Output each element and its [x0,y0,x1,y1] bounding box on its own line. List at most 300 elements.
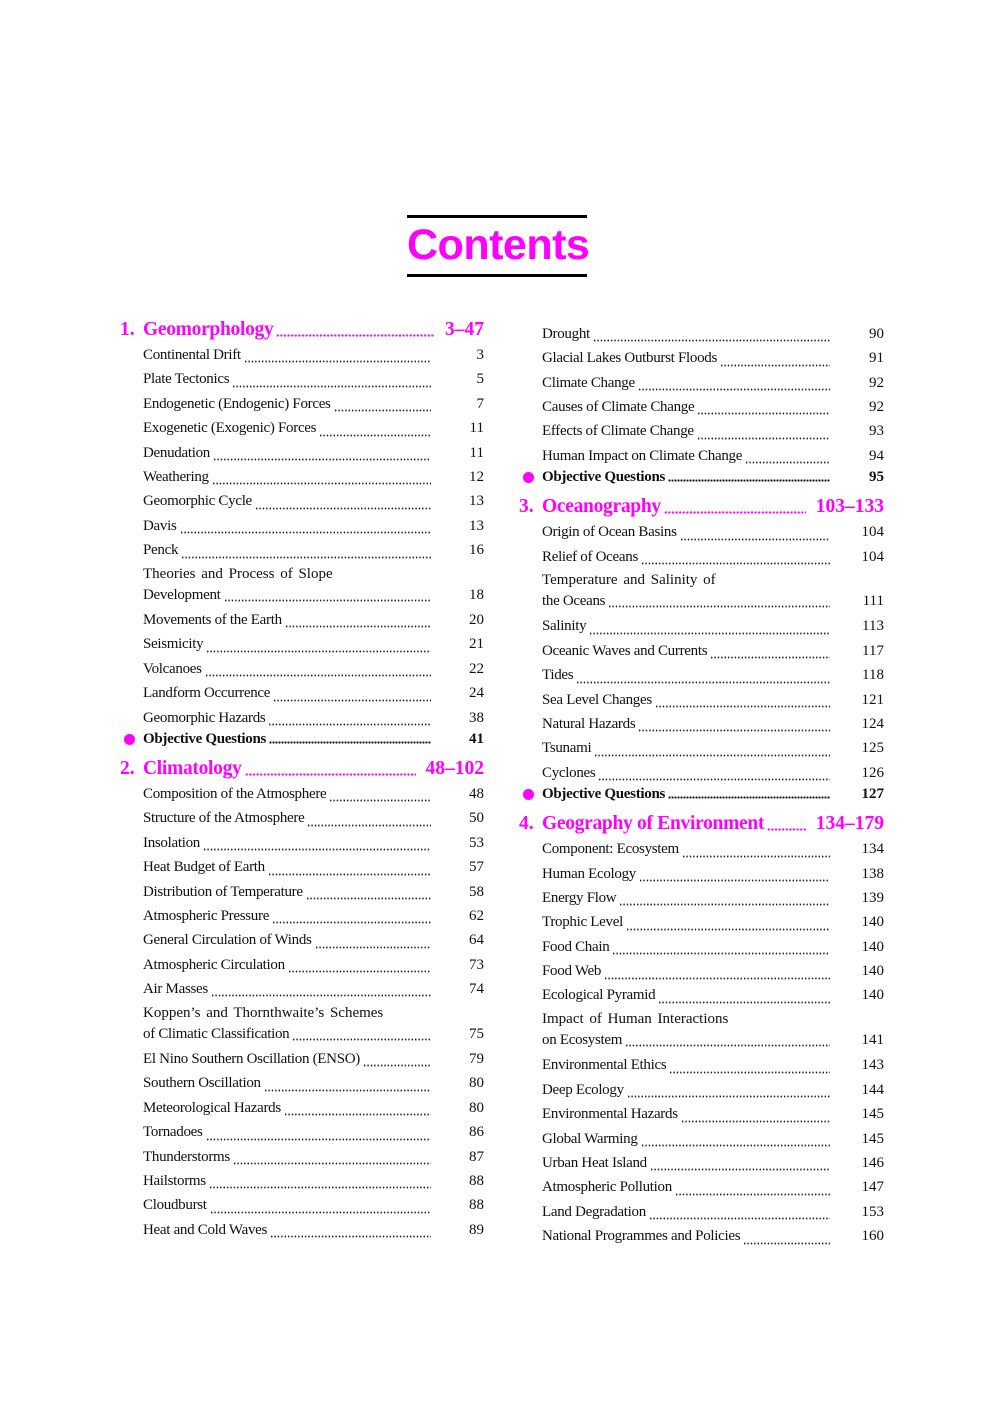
entry-label-wrap [542,688,830,712]
entry-page-number: 127 [861,786,884,803]
entry-page-number: 143 [861,1057,884,1074]
dot-leader [210,1203,431,1218]
entry-page-number: 20 [469,612,484,628]
entry-label: Relief of Oceans [542,548,638,565]
dot-leader [213,450,431,465]
dot-leader [680,530,830,545]
dot-leader [669,1063,830,1078]
dot-leader [608,597,830,612]
entry-page-number: 160 [861,1228,884,1245]
toc-entry[interactable] [519,1008,884,1054]
dot-leader [638,380,830,395]
dot-leader [206,642,431,657]
dot-leader [598,770,830,785]
entry-label-wrap [143,608,431,632]
toc-entry[interactable] [120,782,484,806]
toc-entry[interactable] [519,569,884,615]
entry-line2 [542,591,884,612]
entry-label: Tsunami [542,740,592,757]
entry-label-wrap [542,663,830,687]
toc-entry[interactable] [519,520,884,544]
entry-label-wrap [143,880,431,904]
entry-label-wrap [143,928,431,952]
toc-entry[interactable] [120,1169,484,1193]
toc-entry[interactable] [519,1200,884,1224]
entry-label: Southern Oscillation [143,1075,261,1092]
entry-label-line2: the Oceans [542,593,606,610]
entry-label-wrap [542,761,830,785]
entry-label-wrap [143,416,431,440]
toc-entry[interactable] [519,444,884,468]
toc-entry[interactable] [519,1127,884,1151]
entry-page-number: 145 [861,1130,884,1147]
toc-entry[interactable] [120,489,484,513]
toc-entry[interactable] [120,831,484,855]
dot-leader [255,499,431,514]
entry-label-wrap [542,910,830,934]
entry-label-wrap [143,730,431,748]
entry-label-wrap [143,585,431,606]
toc-entry[interactable] [519,1053,884,1077]
dot-leader [675,1185,830,1200]
toc-entry[interactable] [120,1120,484,1144]
entry-label-wrap [143,632,431,656]
toc-entry[interactable] [120,441,484,465]
toc-entry[interactable] [519,1078,884,1102]
entry-label: Distribution of Temperature [143,883,303,900]
entry-page-number: 124 [861,715,884,732]
toc-entry[interactable] [120,563,484,609]
toc-entry[interactable] [519,984,884,1008]
dot-leader [211,986,431,1001]
toc-entry[interactable] [120,465,484,489]
toc-entry[interactable] [519,910,884,934]
entry-page-number: 147 [861,1179,884,1196]
toc-entry[interactable] [519,395,884,419]
entry-label-wrap [542,419,830,443]
toc-entry[interactable] [120,343,484,367]
toc-entry[interactable] [120,416,484,440]
entry-page-number: 140 [861,938,884,955]
entry-page-number: 38 [469,709,484,726]
entry-page-number: 104 [861,548,884,565]
dot-leader [244,352,431,367]
dot-leader [710,648,830,663]
entry-label-wrap [542,1030,830,1051]
toc-entry[interactable] [120,392,484,416]
entry-label-wrap [542,886,830,910]
dot-leader [245,762,416,782]
toc-entry[interactable] [120,1193,484,1217]
toc-entry[interactable] [120,1218,484,1242]
entry-label-wrap [143,441,431,465]
entry-label: El Nino Southern Oscillation (ENSO) [143,1050,360,1067]
toc-entry[interactable] [120,928,484,952]
entry-page-number: 92 [869,398,884,415]
entry-page-number: 146 [861,1154,884,1171]
entry-page-number: 145 [861,1106,884,1123]
toc-entry[interactable] [120,1047,484,1071]
entry-page-number: 93 [869,423,884,440]
entry-label-wrap [143,953,431,977]
dot-leader [641,1136,830,1151]
toc-section-climatology[interactable] [120,756,484,782]
entry-label: Landform Occurrence [143,685,271,702]
entry-page-number: 121 [861,691,884,708]
entry-label: Salinity [542,618,587,635]
entry-label: Trophic Level [542,914,623,931]
dot-leader [268,865,431,880]
toc-entry[interactable] [519,419,884,443]
entry-page-number: 13 [469,493,484,510]
entry-page-number: 80 [469,1075,484,1092]
entry-label: Tornadoes [143,1124,203,1141]
entry-label: Exogenetic (Exogenic) Forces [143,420,317,437]
entry-label: Objective Questions [143,730,267,747]
dot-leader [720,356,830,371]
entry-page-number: 125 [861,740,884,757]
entry-label: Volcanoes [143,660,202,677]
entry-page-number: 3 [476,346,484,363]
toc-entry[interactable] [120,657,484,681]
entry-page-number: 41 [469,730,484,747]
dot-leader [697,404,830,419]
toc-entry[interactable] [120,880,484,904]
entry-label-line2: Development [143,587,221,604]
entry-label: Human Ecology [542,865,636,882]
entry-label-wrap [143,343,431,367]
section-page-range: 48–102 [425,757,484,779]
entry-label-wrap [542,736,830,760]
toc-column-left [120,317,484,1242]
entry-label: Thunderstorms [143,1148,230,1165]
entry-page-number: 104 [861,524,884,541]
entry-label-wrap [542,371,830,395]
entry-page-number: 21 [469,636,484,653]
dot-leader [627,1087,830,1102]
entry-label-wrap [143,904,431,928]
entry-label-wrap [143,1218,431,1242]
dot-leader [767,818,806,838]
entry-label-wrap [542,1102,830,1126]
dot-leader [650,1160,830,1175]
entry-label-line1: Impact of Human Interactions [542,1011,729,1028]
entry-page-number: 24 [469,685,484,702]
entry-label: Denudation [143,444,210,461]
entry-label-wrap [143,1193,431,1217]
dot-leader [649,1209,830,1224]
entry-label: Glacial Lakes Outburst Floods [542,350,718,367]
toc-entry[interactable] [120,681,484,705]
entry-page-number: 88 [469,1197,484,1214]
dot-leader [232,377,431,392]
entry-page-number: 141 [861,1032,884,1049]
entry-page-number: 5 [476,371,484,388]
toc-entry[interactable] [519,736,884,760]
entry-page-number: 134 [861,841,884,858]
entry-label-wrap [143,392,431,416]
entry-page-number: 140 [861,987,884,1004]
section-number: 4. [519,813,534,835]
section-number: 1. [120,319,135,340]
entry-label-wrap [542,712,830,736]
entry-label-wrap [542,1151,830,1175]
entry-label: Hailstorms [143,1172,206,1189]
toc-entry[interactable] [519,862,884,886]
entry-label-wrap [542,322,830,346]
toc-entry[interactable] [120,706,484,730]
entry-page-number: 118 [862,667,884,684]
toc-entry[interactable] [120,538,484,562]
entry-label-wrap [143,782,431,806]
toc-objective-questions[interactable] [120,730,484,748]
dot-leader [264,1081,431,1096]
entry-label: Objective Questions [542,786,666,803]
entry-label: Cloudburst [143,1197,207,1214]
dot-leader [743,1234,830,1249]
entry-page-number: 88 [469,1172,484,1189]
toc-section-geography-of-environment[interactable] [519,811,884,837]
toc-entry[interactable] [120,855,484,879]
entry-label-wrap [143,489,431,513]
entry-label-line2: of Climatic Classification [143,1025,290,1042]
entry-label-wrap [542,837,830,861]
entry-label-wrap [542,614,830,638]
toc-entry[interactable] [519,1102,884,1126]
entry-label: Food Chain [542,938,610,955]
section-page-range: 3–47 [445,319,484,340]
entry-label: Environmental Ethics [542,1057,667,1074]
entry-label-wrap [143,806,431,830]
entry-page-number: 16 [469,542,484,559]
entry-label-wrap [143,657,431,681]
entry-label-wrap [143,831,431,855]
entry-page-number: 153 [861,1203,884,1220]
entry-label-wrap [542,1224,830,1248]
entry-page-number: 53 [469,834,484,851]
dot-leader [292,1030,431,1045]
bullet-icon [523,789,534,800]
entry-label-wrap [542,591,830,612]
dot-leader [285,617,431,632]
entry-label-wrap [143,1169,431,1193]
entry-label-wrap [143,1024,431,1045]
toc-entry[interactable] [120,1096,484,1120]
toc-entry[interactable] [120,953,484,977]
toc-entry[interactable] [519,614,884,638]
entry-page-number: 92 [869,374,884,391]
dot-leader [233,1154,431,1169]
section-title: Oceanography [542,496,661,518]
toc-entry[interactable] [120,367,484,391]
toc-entry[interactable] [519,886,884,910]
dot-leader [181,548,431,563]
toc-entry[interactable] [519,959,884,983]
entry-page-number: 62 [469,907,484,924]
dot-leader [315,938,431,953]
dot-leader [626,920,830,935]
entry-label-wrap [143,367,431,391]
toc-entry[interactable] [120,632,484,656]
toc-objective-questions[interactable] [519,785,884,803]
toc-entry[interactable] [519,322,884,346]
entry-page-number: 57 [469,859,484,876]
entry-label: Composition of the Atmosphere [143,785,327,802]
entry-label-wrap [542,935,830,959]
entry-label: Insolation [143,834,200,851]
dot-leader [639,871,830,886]
dot-leader [270,1227,431,1242]
entry-label: Seismicity [143,636,204,653]
entry-label: Atmospheric Pollution [542,1179,672,1196]
dot-leader [334,401,431,416]
entry-line2 [143,1024,484,1045]
entry-label-line1: Temperature and Salinity of [542,572,716,589]
dot-leader [272,913,431,928]
dot-leader [284,1105,431,1120]
dot-leader [209,1178,431,1193]
entry-page-number: 139 [861,889,884,906]
dot-leader [269,733,431,748]
toc-entry[interactable] [120,1001,484,1047]
entry-page-number: 74 [469,981,484,998]
entry-label: Structure of the Atmosphere [143,810,305,827]
dot-leader [641,554,830,569]
toc-entry[interactable] [519,1224,884,1248]
entry-page-number: 90 [869,325,884,342]
bullet-icon [523,472,534,483]
dot-leader [205,666,431,681]
entry-label-wrap [542,395,830,419]
entry-page-number: 144 [861,1081,884,1098]
toc-entry[interactable] [519,1175,884,1199]
toc-entry[interactable] [120,514,484,538]
entry-label-wrap [542,545,830,569]
dot-leader [363,1056,431,1071]
toc-entry[interactable] [519,663,884,687]
entry-label-wrap [542,520,830,544]
toc-entry[interactable] [519,761,884,785]
entry-page-number: 75 [469,1025,484,1042]
toc-entry[interactable] [519,346,884,370]
dot-leader [594,746,830,761]
entry-label: Geomorphic Cycle [143,493,252,510]
dot-leader [612,944,830,959]
toc-entry[interactable] [519,712,884,736]
toc-entry[interactable] [120,608,484,632]
entry-page-number: 11 [469,420,484,437]
entry-label-wrap [542,1127,830,1151]
dot-leader [745,453,830,468]
entry-label-wrap [542,959,830,983]
toc-entry[interactable] [519,1151,884,1175]
toc-entry[interactable] [519,837,884,861]
entry-label: Atmospheric Circulation [143,956,285,973]
entry-label-wrap [143,465,431,489]
entry-page-number: 138 [861,865,884,882]
entry-label: Component: Ecosystem [542,841,679,858]
entry-label-wrap [143,1120,431,1144]
entry-label: Sea Level Changes [542,691,652,708]
dot-leader [658,993,830,1008]
dot-leader [625,1036,830,1051]
entry-page-number: 89 [469,1221,484,1238]
dot-leader [604,969,830,984]
entry-page-number: 87 [469,1148,484,1165]
dot-leader [180,523,432,538]
entry-label: Oceanic Waves and Currents [542,642,708,659]
entry-label-line1: Theories and Process of Slope [143,566,333,583]
entry-label-wrap [143,706,431,730]
entry-label: Global Warming [542,1130,638,1147]
toc-entry[interactable] [519,545,884,569]
entry-page-number: 80 [469,1099,484,1116]
entry-label: Human Impact on Climate Change [542,447,743,464]
entry-label: Origin of Ocean Basins [542,524,677,541]
entry-page-number: 58 [469,883,484,900]
toc-section-geomorphology[interactable] [120,317,484,343]
entry-page-number: 12 [469,468,484,485]
entry-page-number: 73 [469,956,484,973]
entry-page-number: 95 [869,469,884,486]
entry-label: Natural Hazards [542,715,636,732]
toc-entry[interactable] [120,904,484,928]
toc-section-oceanography[interactable] [519,494,884,520]
toc-entry[interactable] [120,1145,484,1169]
dot-leader [268,715,431,730]
entry-label: Endogenetic (Endogenic) Forces [143,395,331,412]
toc-entry[interactable] [519,688,884,712]
toc-entry[interactable] [120,977,484,1001]
entry-label: Atmospheric Pressure [143,907,270,924]
toc-entry[interactable] [519,935,884,959]
dot-leader [212,474,431,489]
entry-label: Causes of Climate Change [542,398,695,415]
toc-entry[interactable] [120,1071,484,1095]
dot-leader [307,816,431,831]
toc-entry[interactable] [519,371,884,395]
entry-label: Land Degradation [542,1203,646,1220]
entry-label: Heat Budget of Earth [143,859,265,876]
entry-label: Meteorological Hazards [143,1099,281,1116]
entry-label: Heat and Cold Waves [143,1221,268,1238]
section-page-range: 103–133 [815,496,884,518]
entry-label-wrap [143,1047,431,1071]
dot-leader [589,624,830,639]
entry-label: Tides [542,667,574,684]
entry-label: Deep Ecology [542,1081,624,1098]
dot-leader [329,791,431,806]
section-title: Geography of Environment [542,813,765,835]
section-page-range: 134–179 [815,813,884,835]
toc-entry[interactable] [120,806,484,830]
section-number: 3. [519,496,534,518]
dot-leader [206,1130,431,1145]
entry-label: Drought [542,325,590,342]
entry-line2 [542,1030,884,1051]
contents-heading-box [407,215,590,277]
entry-label-wrap [542,444,830,468]
toc-objective-questions[interactable] [519,468,884,486]
entry-label: General Circulation of Winds [143,932,312,949]
dot-leader [203,840,431,855]
dot-leader [655,697,830,712]
entry-page-number: 140 [861,914,884,931]
entry-label-wrap [542,862,830,886]
entry-label-line2: on Ecosystem [542,1032,623,1049]
toc-entry[interactable] [519,639,884,663]
entry-label-wrap [542,1053,830,1077]
